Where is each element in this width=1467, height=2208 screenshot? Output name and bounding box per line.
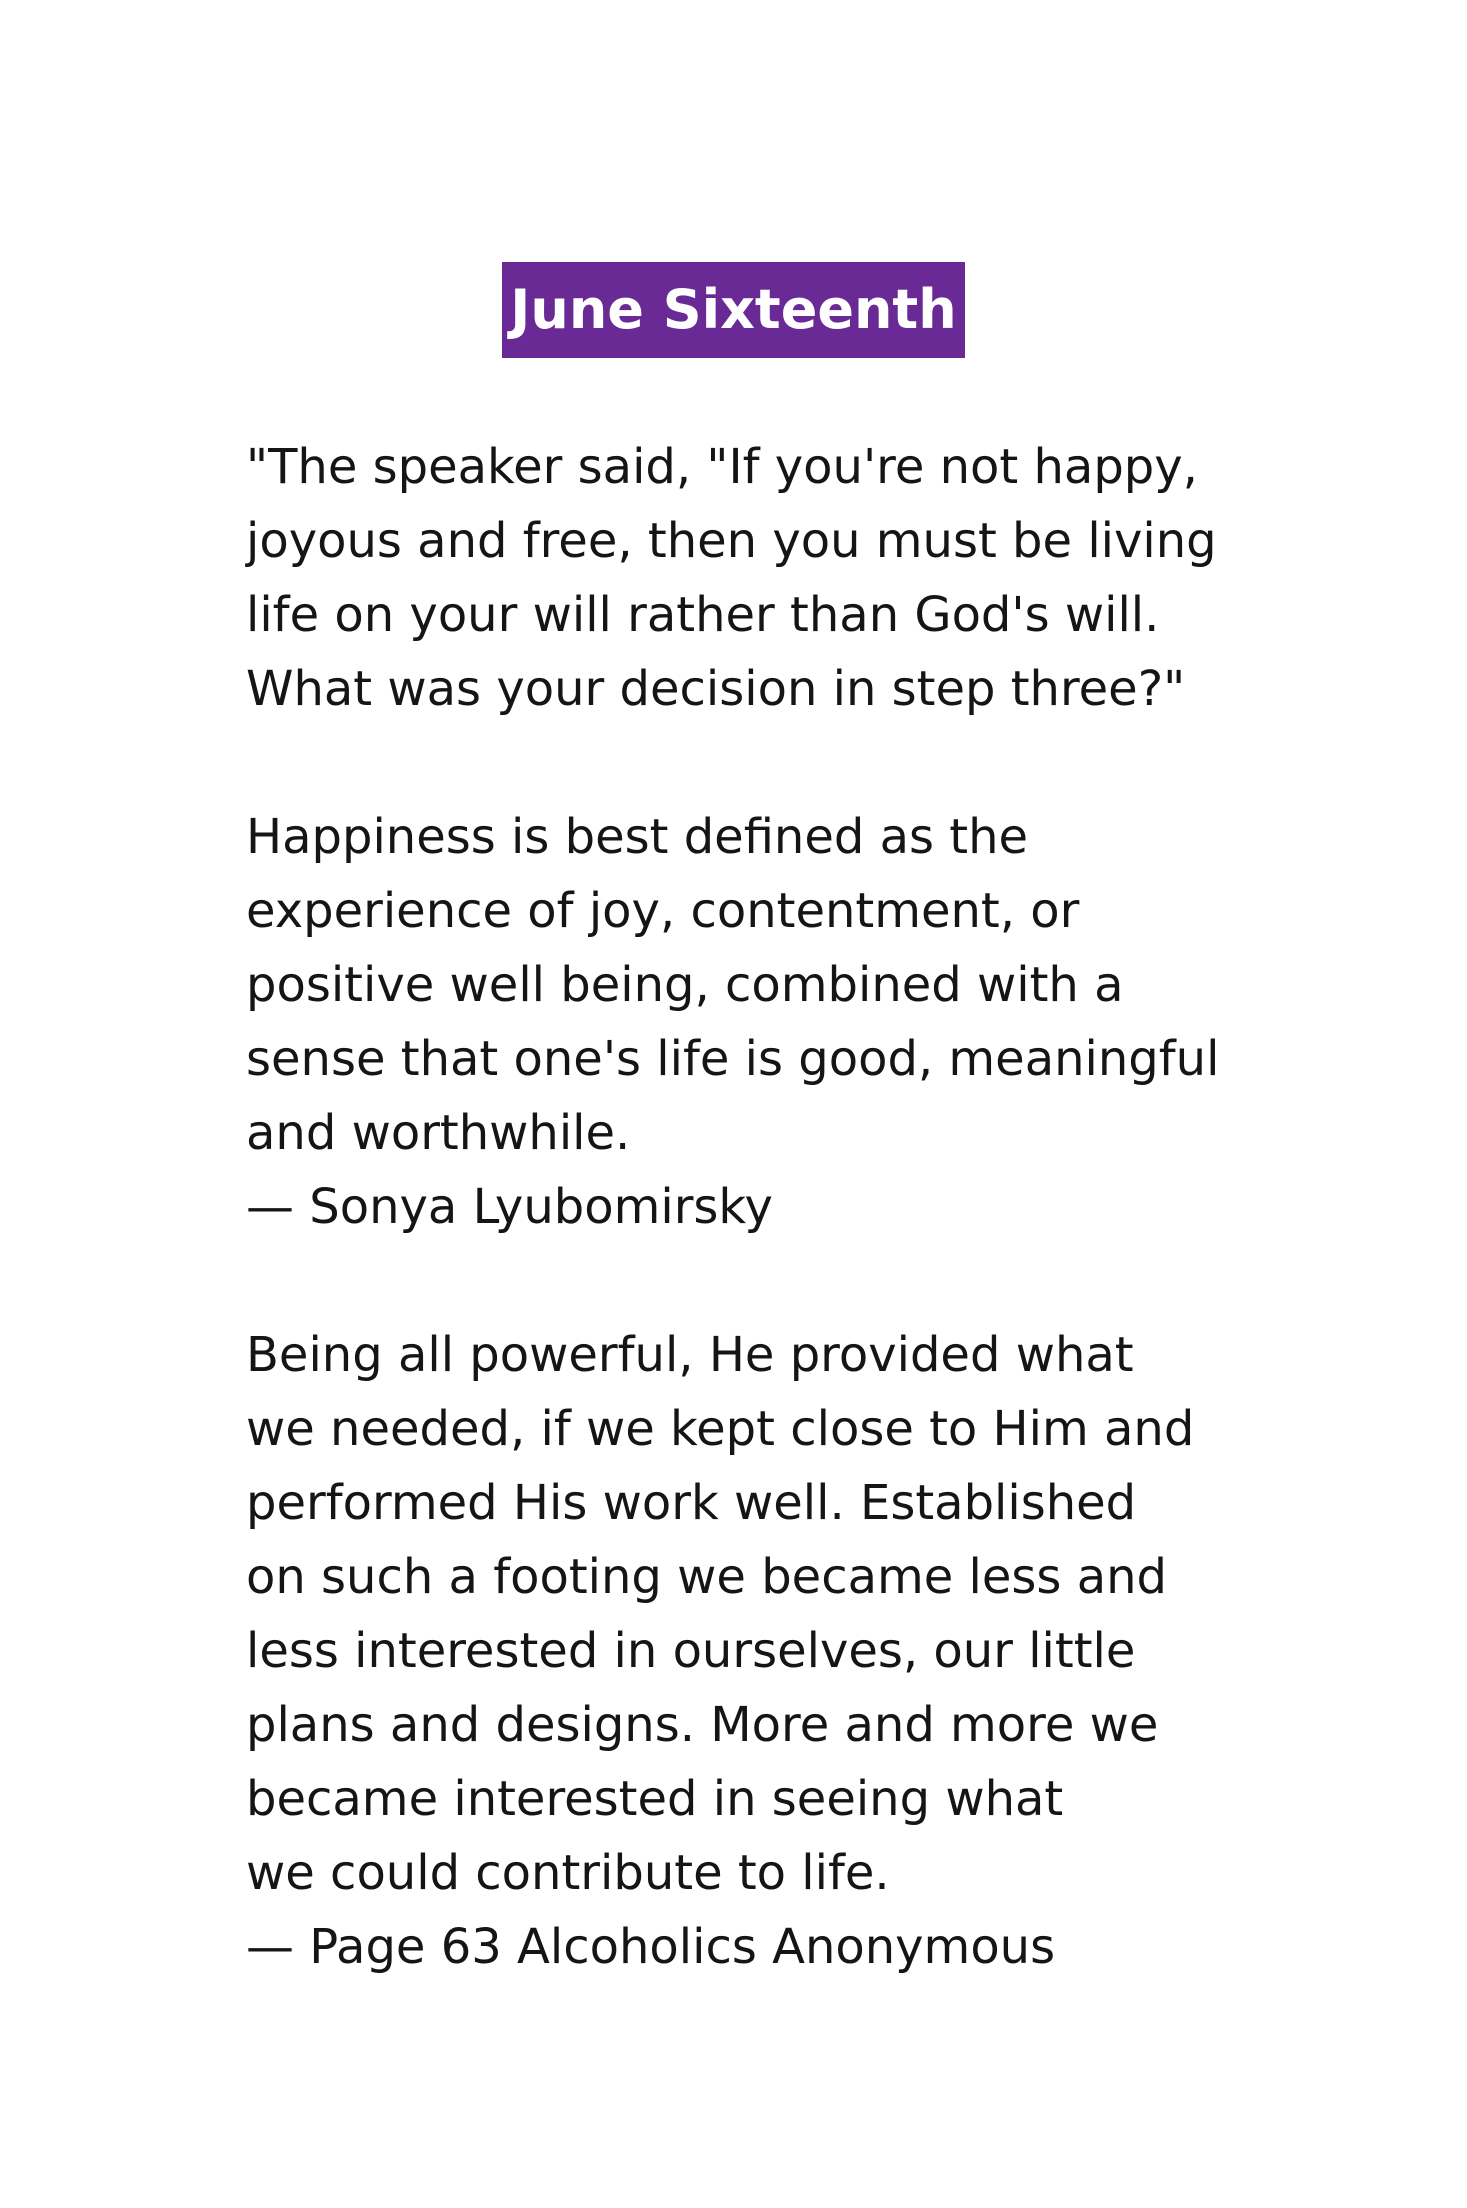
passage-line: positive well being, combined with a bbox=[246, 957, 1124, 1013]
passage-line: Happiness is best defined as the bbox=[246, 809, 1029, 865]
quote-attribution: — Page 63 Alcoholics Anonymous bbox=[246, 1919, 1056, 1975]
passage-line: less interested in ourselves, our little bbox=[246, 1623, 1136, 1679]
reading-content bbox=[246, 430, 1386, 1984]
big-book-passage bbox=[246, 1318, 1386, 1984]
passage-line: became interested in seeing what bbox=[246, 1771, 1064, 1827]
passage-line: plans and designs. More and more we bbox=[246, 1697, 1159, 1753]
passage-line: we could contribute to life. bbox=[246, 1845, 890, 1901]
passage-line: life on your will rather than God's will. bbox=[246, 587, 1160, 643]
speaker-quote-passage bbox=[246, 430, 1386, 726]
page-title: June Sixteenth bbox=[502, 262, 964, 358]
passage-line: experience of joy, contentment, or bbox=[246, 883, 1080, 939]
quote-attribution: — Sonya Lyubomirsky bbox=[246, 1179, 773, 1235]
passage-line: Being all powerful, He provided what bbox=[246, 1327, 1134, 1383]
paragraph-spacer bbox=[246, 726, 1386, 800]
passage-line: What was your decision in step three?" bbox=[246, 661, 1186, 717]
passage-line: on such a footing we became less and bbox=[246, 1549, 1167, 1605]
passage-line: performed His work well. Established bbox=[246, 1475, 1137, 1531]
title-container bbox=[0, 262, 1467, 358]
passage-line: "The speaker said, "If you're not happy, bbox=[246, 439, 1198, 495]
passage-line: and worthwhile. bbox=[246, 1105, 631, 1161]
passage-line: joyous and free, then you must be living bbox=[246, 513, 1217, 569]
happiness-quote-passage bbox=[246, 800, 1386, 1244]
passage-line: sense that one's life is good, meaningful bbox=[246, 1031, 1220, 1087]
passage-line: we needed, if we kept close to Him and bbox=[246, 1401, 1195, 1457]
paragraph-spacer bbox=[246, 1244, 1386, 1318]
